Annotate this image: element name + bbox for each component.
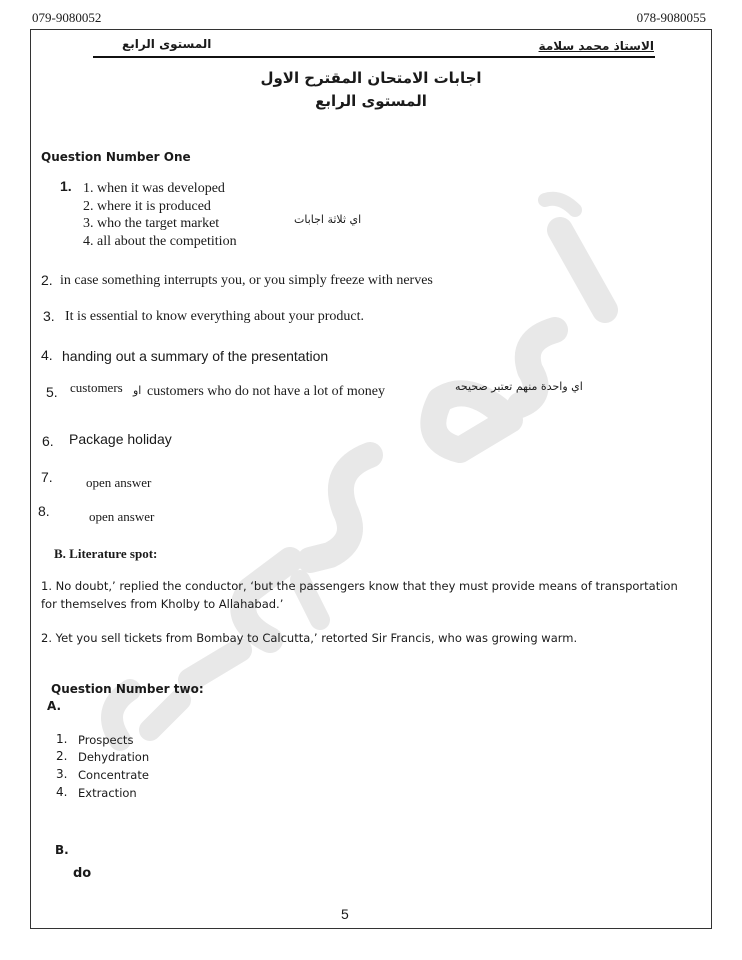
header-rule	[93, 56, 655, 58]
q2-item-number: 1.	[56, 732, 68, 746]
q2-item-text: Concentrate	[78, 768, 149, 782]
q2-heading: Question Number two:	[51, 682, 204, 696]
q1-item3-text: It is essential to know everything about your product.	[65, 309, 364, 324]
q1-item8-number: 8.	[38, 503, 50, 519]
q1-heading: Question Number One	[41, 150, 191, 164]
q1-item1-note: اي ثلاثة اجابات	[294, 213, 362, 226]
header-teacher-name: الاستاذ محمد سلامة	[538, 39, 654, 53]
literature-answer-2: 2. Yet you sell tickets from Bombay to Calcutta,’ retorted Sir Francis, who was growing warm.	[41, 631, 578, 645]
phone-right: 078-9080055	[636, 10, 706, 25]
q2-part-a: A.	[47, 699, 62, 713]
q1-item5-number: 5.	[46, 384, 58, 400]
title-line-2: المستوى الرابع	[315, 92, 427, 110]
q1-item4-text: handing out a summary of the presentation	[62, 348, 329, 364]
q1-item1-line: 4. all about the competition	[83, 234, 237, 249]
q1-item5-note: اي واحدة منهم تعتبر صحيحه	[455, 380, 583, 393]
q1-item6-number: 6.	[42, 433, 54, 449]
literature-heading: B. Literature spot:	[54, 546, 158, 561]
q1-item5-or: او	[133, 384, 142, 397]
q2-item-text: Prospects	[78, 733, 134, 747]
q2-part-b: B.	[55, 843, 69, 857]
q1-item7-number: 7.	[41, 469, 53, 485]
q2-item-text: Dehydration	[78, 750, 150, 764]
q1-item1-line: 3. who the target market	[83, 216, 220, 231]
q1-item5-text-a: customers	[70, 380, 123, 395]
q1-item7-text: open answer	[86, 475, 152, 490]
title-line-1: اجابات الامتحان المقترح الاول	[260, 69, 482, 87]
q2-item-text: Extraction	[78, 786, 137, 800]
q1-item1-number: 1.	[60, 178, 72, 194]
header-level-label: المستوى الرابع	[122, 37, 212, 51]
q1-item1-line: 1. when it was developed	[83, 181, 225, 196]
q1-item5-text-b: customers who do not have a lot of money	[147, 384, 385, 399]
q1-item3-number: 3.	[43, 308, 55, 324]
q1-item2-text: in case something interrupts you, or you simply freeze with nerves	[60, 273, 433, 288]
literature-answer-1-cont: for themselves from Kholby to Allahabad.’	[41, 597, 284, 611]
q1-item2-number: 2.	[41, 272, 53, 288]
q1-item4-number: 4.	[41, 347, 53, 363]
q1-item8-text: open answer	[89, 509, 155, 524]
phone-left: 079-9080052	[32, 10, 102, 25]
q2-item-number: 2.	[56, 749, 68, 763]
q2-item-number: 4.	[56, 785, 68, 799]
page-number: 5	[341, 906, 349, 922]
q2-part-b-answer: do	[73, 866, 92, 881]
q1-item1-line: 2. where it is produced	[83, 199, 211, 214]
literature-answer-1: 1. No doubt,’ replied the conductor, ‘but the passengers know that they must provide means of transportation	[41, 579, 678, 593]
q2-item-number: 3.	[56, 767, 68, 781]
q1-item6-text: Package holiday	[69, 431, 172, 447]
